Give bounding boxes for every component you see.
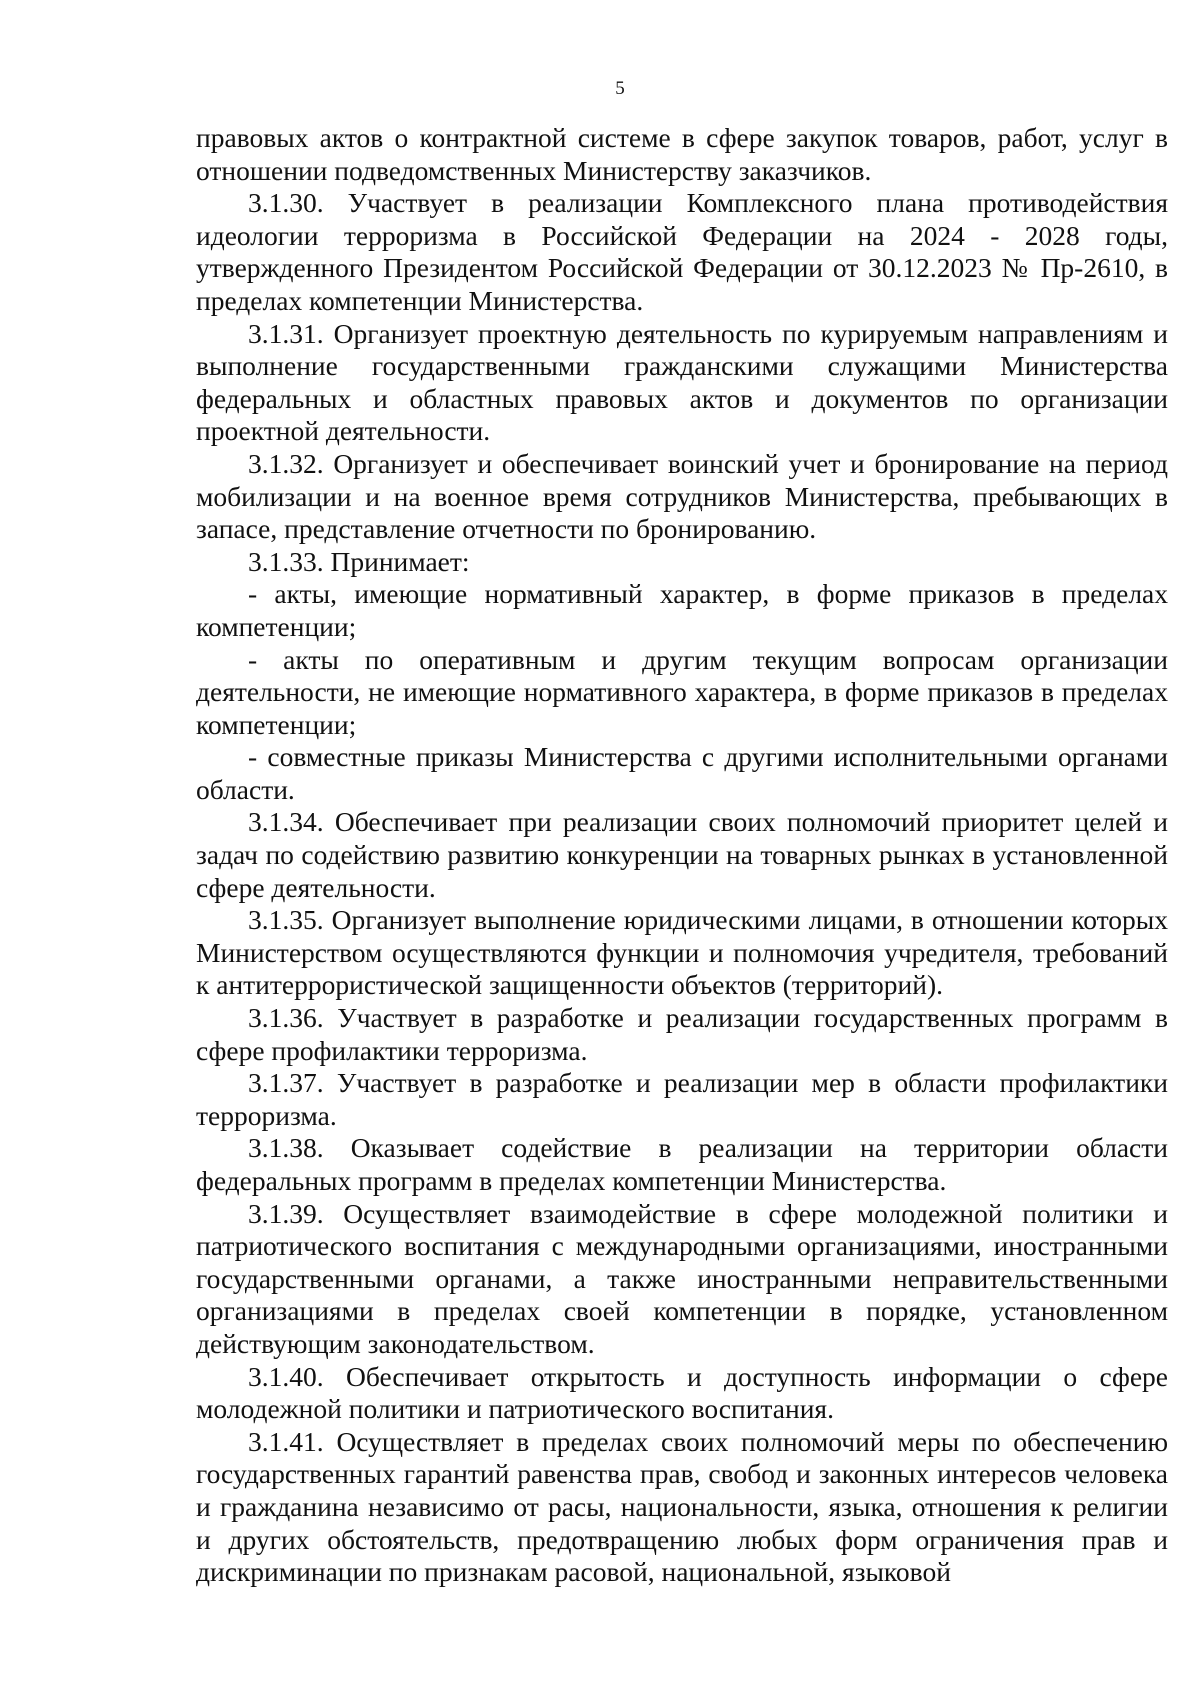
page-number: 5	[615, 78, 625, 99]
list-item-normative-acts: - акты, имеющие нормативный характер, в форме приказов в пределах компетенции;	[196, 578, 1168, 642]
paragraph-continuation: правовых актов о контрактной системе в сфере закупок товаров, работ, услуг в отношении подведомственных Министерству заказчиков.	[196, 122, 1168, 186]
list-item-operational-acts: - акты по оперативным и другим текущим вопросам организации деятельности, не имеющие нормативного характера, в форме приказов в пределах компетенции;	[196, 643, 1168, 740]
paragraph-3-1-38: 3.1.38. Оказывает содействие в реализации на территории области федеральных программ в пределах компетенции Министерства.	[196, 1132, 1168, 1196]
paragraph-3-1-34: 3.1.34. Обеспечивает при реализации своих полномочий приоритет целей и задач по содействию развитию конкуренции на товарных рынках в установленной сфере деятельности.	[196, 806, 1168, 903]
paragraph-3-1-36: 3.1.36. Участвует в разработке и реализации государственных программ в сфере профилактики терроризма.	[196, 1002, 1168, 1066]
paragraph-3-1-40: 3.1.40. Обеспечивает открытость и доступность информации о сфере молодежной политики и патриотического воспитания.	[196, 1360, 1168, 1425]
paragraph-3-1-32: 3.1.32. Организует и обеспечивает воинский учет и бронирование на период мобилизации и на военное время сотрудников Министерства, пребывающих в запасе, представление отчетности по бронированию.	[196, 447, 1168, 545]
paragraph-3-1-30: 3.1.30. Участвует в реализации Комплексного плана противодействия идеологии терроризма в Российской Федерации на 2024 - 2028 годы, утвержденного Президентом Российской Федерации от 30.12.2023 № Пр-2610, в пределах компетенции Министерства.	[196, 187, 1168, 316]
paragraph-3-1-31: 3.1.31. Организует проектную деятельность по курируемым направлениям и выполнение государственными гражданскими служащими Министерства федеральных и областных правовых актов и документов по организации проектной деятельности.	[196, 317, 1168, 447]
paragraph-3-1-39: 3.1.39. Осуществляет взаимодействие в сфере молодежной политики и патриотического воспитания с международными организациями, иностранными государственными органами, а также иностранными неправительственными организациями в пределах своей компетенции в порядке, установленном действующим законодательством.	[196, 1197, 1168, 1359]
paragraph-3-1-33: 3.1.33. Принимает:	[248, 545, 470, 577]
list-item-joint-orders: - совместные приказы Министерства с другими исполнительными органами области.	[196, 741, 1168, 805]
paragraph-3-1-37: 3.1.37. Участвует в разработке и реализации мер в области профилактики терроризма.	[196, 1067, 1168, 1131]
paragraph-3-1-35: 3.1.35. Организует выполнение юридическими лицами, в отношении которых Министерством осуществляются функции и полномочия учредителя, требований к антитеррористической защищенности объектов (территорий).	[196, 904, 1168, 1001]
paragraph-3-1-41: 3.1.41. Осуществляет в пределах своих полномочий меры по обеспечению государственных гарантий равенства прав, свобод и законных интересов человека и гражданина независимо от расы, национальности, языка, отношения к религии и других обстоятельств, предотвращению любых форм ограничения прав и дискриминации по признакам расовой, национальной, языковой	[196, 1425, 1168, 1588]
document-body	[196, 122, 1168, 1589]
